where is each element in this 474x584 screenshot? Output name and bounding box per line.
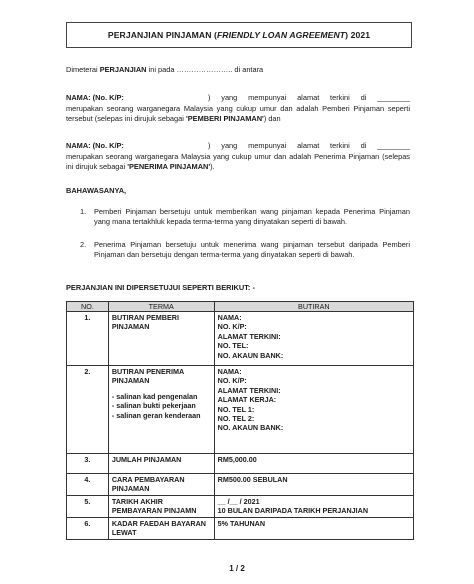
- party2-name-line: NAMA: (No. K/P: ) yang mempunyai alamat terkini di ________: [66, 141, 410, 150]
- detail-line: ALAMAT KERJA:: [217, 395, 277, 405]
- row-details: [214, 474, 413, 496]
- row-number: 3.: [67, 454, 109, 474]
- detail-line: 5% TAHUNAN: [217, 519, 266, 528]
- row-details: [214, 496, 413, 518]
- table-row: [67, 366, 414, 454]
- title-italic: FRIENDLY LOAN AGREEMENT: [216, 30, 346, 40]
- detail-line: NO. TEL 1:: [217, 404, 255, 414]
- clause-2: 2. Penerima Pinjaman bersetuju untuk menerima wang pinjaman tersebut daripada Pemberi Pinjaman dan bersetuju dengan terma-terma yang dinyatakan seperti di bawah.: [80, 240, 410, 259]
- detail-line: NAMA:: [217, 313, 242, 322]
- party1-description: merupakan seorang warganegara Malaysia yang cukup umur dan adalah Pemberi Pinjaman seperti tersebut (selepas ini dirujuk sebagai 'PEMBERI PINJAMAN') dan: [66, 104, 410, 123]
- row-term: [108, 474, 214, 496]
- row-term: [108, 312, 214, 366]
- table-row: [67, 454, 414, 474]
- page-number: 1 / 2: [229, 564, 245, 573]
- term-line: JUMLAH PINJAMAN: [111, 455, 182, 464]
- row-term: [108, 454, 214, 474]
- row-term: [108, 496, 214, 518]
- term-line: PINJAMAN: [111, 376, 150, 386]
- intro-line: Dimeterai PERJANJIAN ini pada ………………….. di antara: [66, 65, 264, 74]
- term-line: PINJAMAN: [111, 322, 150, 332]
- agreed-heading: PERJANJIAN INI DIPERSETUJUI SEPERTI BERIKUT: -: [66, 283, 255, 292]
- row-number: 4.: [67, 474, 109, 496]
- terms-table: [66, 301, 414, 540]
- row-number: 5.: [67, 496, 109, 518]
- detail-line: RM500.00 SEBULAN: [217, 475, 288, 484]
- header-butiran: BUTIRAN: [214, 302, 413, 312]
- row-details: [214, 312, 413, 366]
- party1-name-line: NAMA: (No. K/P: ) yang mempunyai alamat terkini di ________: [66, 93, 410, 102]
- term-line: KADAR FAEDAH BAYARAN: [111, 519, 206, 528]
- title-plain: PERJANJIAN PINJAMAN (: [107, 30, 217, 40]
- row-term: [108, 518, 214, 540]
- row-details: [214, 366, 413, 454]
- term-sub-line: - salinan bukti pekerjaan: [111, 401, 196, 411]
- table-row: [67, 496, 414, 518]
- table-row: [67, 518, 414, 540]
- document-title: [66, 22, 412, 48]
- detail-line: 10 BULAN DARIPADA TARIKH PERJANJIAN: [217, 506, 369, 516]
- row-number: 1.: [67, 312, 109, 366]
- detail-line: NAMA:: [217, 367, 242, 376]
- table-row: [67, 312, 414, 366]
- detail-line: ALAMAT TERKINI:: [217, 331, 281, 341]
- row-number: 2.: [67, 366, 109, 454]
- clause-1: 1. Pemberi Pinjaman bersetuju untuk memberikan wang pinjaman kepada Penerima Pinjaman yang mana tertakhluk kepada terma-terma yang dinyatakan seperti di bawah.: [80, 207, 410, 226]
- whereas-heading: BAHAWASANYA,: [66, 186, 127, 195]
- detail-line: NO. TEL 2:: [217, 414, 255, 424]
- term-sub-line: - salinan kad pengenalan: [111, 391, 198, 401]
- detail-line: NO. AKAUN BANK:: [217, 423, 284, 433]
- title-end: ) 2021: [345, 30, 371, 40]
- detail-line: NO. AKAUN BANK:: [217, 350, 284, 360]
- term-line: LEWAT: [111, 528, 137, 538]
- detail-line: NO. TEL:: [217, 341, 249, 351]
- table-header-row: [67, 302, 414, 312]
- detail-line: NO. K/P:: [217, 322, 247, 332]
- detail-line: ALAMAT TERKINI:: [217, 385, 281, 395]
- detail-line: RM5,000.00: [217, 455, 257, 464]
- term-line: PINJAMAN: [111, 484, 150, 494]
- term-line: PEMBAYARAN PINJAMN: [111, 506, 197, 516]
- row-number: 6.: [67, 518, 109, 540]
- table-row: [67, 474, 414, 496]
- row-details: [214, 454, 413, 474]
- term-line: TARIKH AKHIR: [111, 497, 163, 506]
- row-details: [214, 518, 413, 540]
- term-line: BUTIRAN PEMBERI: [111, 313, 179, 322]
- term-line: CARA PEMBAYARAN: [111, 475, 185, 484]
- term-line: BUTIRAN PENERIMA: [111, 367, 185, 376]
- term-sub-line: - salinan geran kenderaan: [111, 410, 201, 420]
- header-no: NO.: [67, 302, 109, 312]
- party2-description: merupakan seorang warganegara Malaysia yang cukup umur dan adalah Penerima Pinjaman (selepas ini dirujuk sebagai 'PENERIMA PINJAMAN').: [66, 152, 410, 171]
- header-terma: TERMA: [108, 302, 214, 312]
- detail-line: __ /__ / 2021: [217, 497, 260, 506]
- row-term: [108, 366, 214, 454]
- detail-line: NO. K/P:: [217, 376, 247, 386]
